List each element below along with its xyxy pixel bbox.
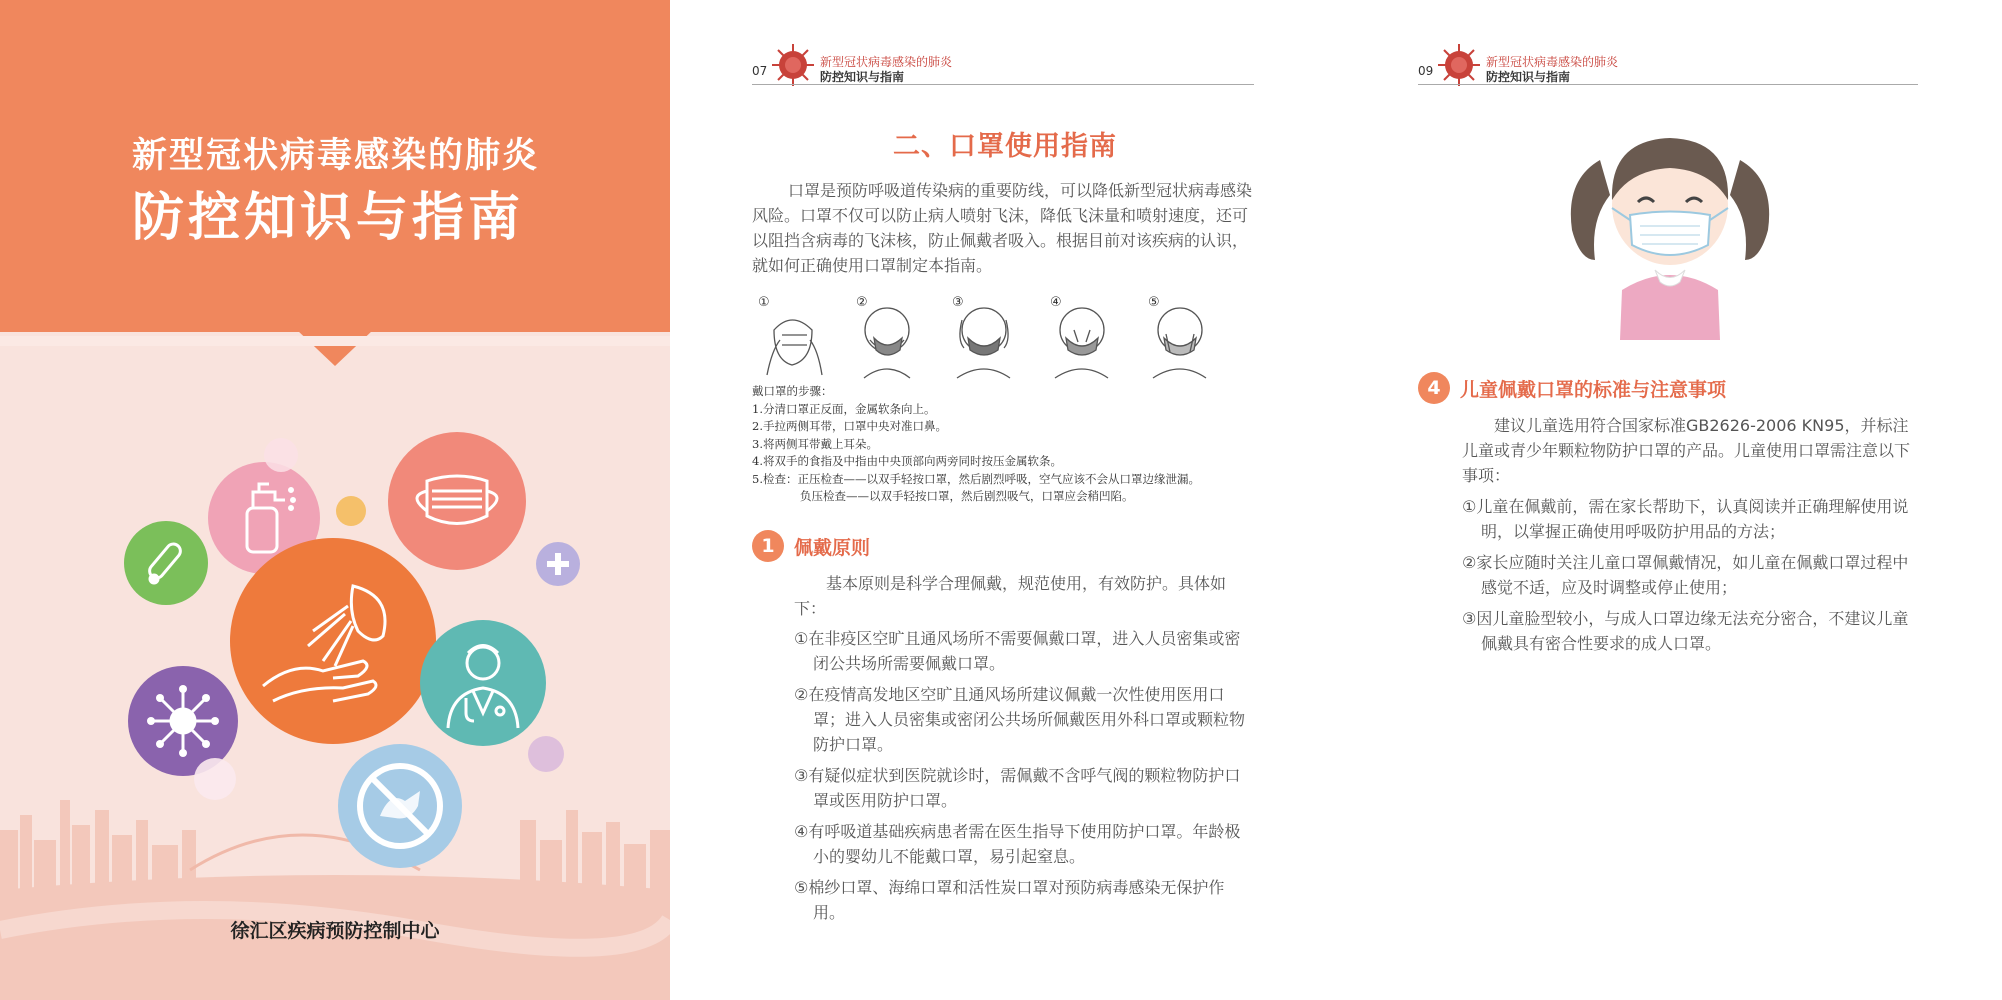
mask-steps-list	[752, 383, 1200, 506]
children-mask-intro: 建议儿童选用符合国家标准GB2626-2006 KN95，并标注儿童或青少年颗粒物防护口罩的产品。儿童使用口罩需注意以下事项：	[1462, 416, 1911, 485]
subsection-title: 佩戴原则	[794, 536, 871, 559]
list-item: ③因儿童脸型较小，与成人口罩边缘无法充分密合，不建议儿童佩戴具有密合性要求的成人口罩。	[1462, 609, 1909, 653]
light-dot-2	[194, 758, 236, 800]
cover-organization: 徐汇区疾病预防控制中心	[230, 920, 440, 942]
virus-logo-icon	[1436, 42, 1482, 88]
step-item: 5.检查：正压检查——以双手轻按口罩，然后剧烈呼吸，空气应该不会从口罩边缘泄漏。	[752, 471, 1200, 486]
subsection-number-badge: 4	[1418, 372, 1450, 404]
list-item: ②在疫情高发地区空旷且通风场所建议佩戴一次性使用医用口罩；进入人员密集或密闭公共场所佩戴医用外科口罩或颗粒物防护口罩。	[794, 685, 1246, 754]
lavender-dot	[528, 736, 564, 772]
mask-wearing-steps-illustration	[752, 290, 1252, 382]
step-marker-3: ③	[952, 295, 964, 310]
step-item: 3.将两侧耳带戴上耳朵。	[752, 436, 878, 451]
cover-divider-band	[0, 336, 670, 346]
header-title-red: 新型冠状病毒感染的肺炎	[820, 55, 953, 69]
page07-header	[752, 42, 1254, 92]
header-rule	[1418, 84, 1918, 85]
page-number: 07	[752, 64, 768, 78]
step-marker-1: ①	[758, 295, 770, 310]
light-dot	[264, 438, 298, 472]
hand-washing-icon	[230, 538, 436, 744]
cover-title-line1: 新型冠状病毒感染的肺炎	[132, 135, 540, 176]
cover-page	[0, 0, 670, 1000]
list-item: ⑤棉纱口罩、海绵口罩和活性炭口罩对预防病毒感染无保护作用。	[794, 878, 1225, 922]
step-marker-5: ⑤	[1148, 295, 1160, 310]
girl-wearing-mask-illustration	[1560, 120, 1780, 340]
section-title: 二、口罩使用指南	[893, 131, 1117, 162]
virus-logo-icon	[770, 42, 816, 88]
yellow-dot	[336, 496, 366, 526]
page-number: 09	[1418, 64, 1434, 78]
step-item-extra: 负压检查——以双手轻按口罩，然后剧烈吸气，口罩应会稍凹陷。	[800, 489, 1134, 503]
steps-heading: 戴口罩的步骤：	[752, 384, 833, 398]
no-animals-icon	[338, 744, 462, 868]
face-mask-icon	[388, 432, 526, 570]
cover-title-line2: 防控知识与指南	[132, 187, 525, 248]
doctor-icon	[420, 620, 546, 746]
subsection-heading	[1418, 372, 1726, 404]
children-mask-notes	[1462, 494, 1920, 662]
step-marker-2: ②	[856, 295, 868, 310]
plus-icon	[536, 542, 580, 586]
list-item: ①儿童在佩戴前，需在家长帮助下，认真阅读并正确理解使用说明，以掌握正确使用呼吸防护用品的方法；	[1462, 497, 1909, 541]
step-item: 2.手拉两侧耳带，口罩中央对准口鼻。	[752, 419, 947, 433]
subsection-heading	[752, 530, 870, 562]
subsection-number-badge: 1	[752, 530, 784, 562]
step-item: 1.分清口罩正反面，金属软条向上。	[752, 401, 936, 416]
subsection-title: 儿童佩戴口罩的标准与注意事项	[1460, 378, 1727, 401]
header-title-black: 防控知识与指南	[1486, 70, 1571, 84]
principles-list	[794, 626, 1254, 931]
page09-header	[1418, 42, 1918, 92]
city-skyline-illustration	[0, 760, 670, 1000]
header-rule	[752, 84, 1254, 85]
header-title-red: 新型冠状病毒感染的肺炎	[1486, 55, 1619, 69]
principle-intro: 基本原则是科学合理佩戴，规范使用，有效防护。具体如下：	[794, 574, 1227, 618]
mask-guide-intro: 口罩是预防呼吸道传染病的重要防线，可以降低新型冠状病毒感染风险。口罩不仅可以防止病人喷射飞沫，降低飞沫量和喷射速度，还可以阻挡含病毒的飞沫核，防止佩戴者吸入。根据目前对该疾病的认识，就如何正确使用口罩制定本指南。	[752, 181, 1253, 275]
list-item: ④有呼吸道基础疾病患者需在医生指导下使用防护口罩。年龄极小的婴幼儿不能戴口罩，易引起窒息。	[794, 822, 1241, 866]
step-item: 4.将双手的食指及中指由中央顶部向两旁同时按压金属软条。	[752, 454, 1062, 468]
thermometer-icon	[124, 521, 208, 605]
list-item: ③有疑似症状到医院就诊时，需佩戴不含呼气阀的颗粒物防护口罩或医用防护口罩。	[794, 766, 1241, 810]
step-marker-4: ④	[1050, 295, 1062, 310]
header-title-black: 防控知识与指南	[820, 70, 905, 84]
list-item: ②家长应随时关注儿童口罩佩戴情况，如儿童在佩戴口罩过程中感觉不适，应及时调整或停止使用；	[1462, 553, 1909, 597]
list-item: ①在非疫区空旷且通风场所不需要佩戴口罩，进入人员密集或密闭公共场所需要佩戴口罩。	[794, 629, 1241, 673]
